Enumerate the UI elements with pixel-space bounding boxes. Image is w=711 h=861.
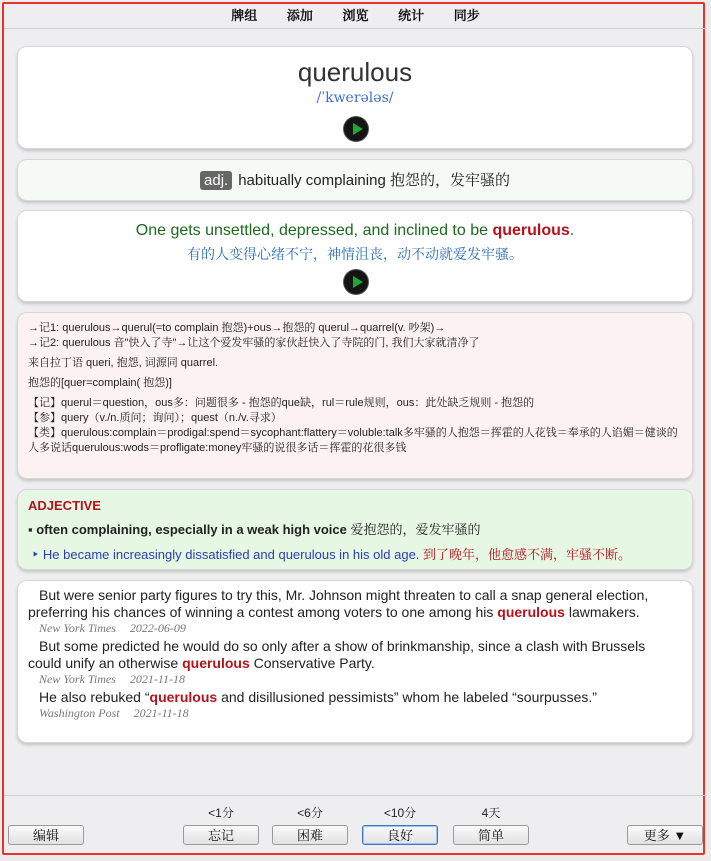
more-button[interactable]: 更多 ▼ [627,825,703,845]
headword: querulous [297,57,413,87]
news-date: 2021-11-18 [129,672,186,686]
top-menu [0,0,711,28]
news-source [39,706,682,721]
news-date: 2021-11-18 [133,706,189,720]
news-highlight: querulous [182,655,250,671]
news-source-name: New York Times [39,672,116,686]
etymology-line: →记2: querulous 音"快入了寺"→让这个爱发牢骚的家伙赶快入了寺院的门, 我们大家就清净了 [28,337,480,349]
dictionary-example: ‣ He became increasingly dissatisfied and querulous in his old age. 到了晚年，他愈感不满，牢骚不断。 [28,547,632,562]
example-text-end: . [569,222,575,239]
menu-add[interactable]: 添加 [286,8,313,23]
etymology-line: 【记】querul＝question，ous多：问题很多 - 抱怨的que缺，rul＝rule规则，ous：此处缺乏规则 - 抱怨的 [28,397,535,409]
etymology-card [17,312,693,479]
news-sentence [28,638,682,672]
interval-good: <10分 [383,806,417,820]
news-source [39,621,682,636]
news-text: He also rebuked “ [39,689,150,705]
word-card [17,46,693,149]
definition-card [17,159,693,201]
dictionary-example-english: He became increasingly dissatisfied and querulous in his old age. [42,547,420,562]
menu-decks[interactable]: 牌组 [231,8,258,23]
news-source-name: New York Times [39,621,116,635]
etymology-line: 【类】querulous:complain＝prodigal:spend＝sycophant:flattery＝voluble:talk多牢骚的人抱怨＝挥霍的人花钱＝奉承的人谄媚＝健谈的人多说话querulous:wods＝profligate:money牢骚的说很多话＝挥霍的花很多钱 [28,427,678,454]
news-card [17,580,693,743]
bottom-divider [4,795,707,796]
menu-sync[interactable]: 同步 [453,8,480,23]
sense-english: often complaining, especially in a weak high voice [36,522,347,537]
pos-label: ADJECTIVE [28,498,101,513]
example-card [17,210,693,302]
sense-chinese: 爱抱怨的，爱发牢骚的 [350,522,481,537]
etymology-line: 抱怨的[quer=complain( 抱怨)] [28,377,172,389]
interval-easy: 4天 [481,806,501,820]
example-text: One gets unsettled, depressed, and inclined to be [135,222,493,239]
example-english [18,222,692,240]
news-text-end: Conservative Party. [249,655,375,671]
dictionary-example-chinese: 到了晚年，他愈感不满，牢骚不断。 [423,547,632,562]
again-button[interactable]: 忘记 [183,825,259,845]
news-date: 2022-06-09 [129,621,186,635]
etymology-line: 【参】query（v./n.质问；询问）；quest（n./v.寻求） [28,412,282,424]
hard-button[interactable]: 困难 [272,825,348,845]
news-source-name: Washington Post [39,706,120,720]
news-sentence [28,689,682,706]
etymology-line: →记1: querulous→querul(=to complain 抱怨)+ous→抱怨的 querul→quarrel(v. 吵架)→ [28,322,446,334]
phonetic: /ˈkwerələs/ [316,90,394,106]
news-text: But were senior party figures to try this, Mr. Johnson might threaten to call a snap general election, preferring his chances of winning a contest among voters to one among his [28,587,649,620]
news-text-end: and disillusioned pessimists” whom he labeled “sourpusses.” [217,689,597,705]
news-text: But some predicted he would do so only after a show of brinkmanship, since a clash with Brussels could unify an otherwise [28,638,646,671]
news-sentence [28,587,682,621]
sense: ▪ often complaining, especially in a weak high voice 爱抱怨的，爱发牢骚的 [28,522,481,537]
menu-browse[interactable]: 浏览 [342,8,369,23]
news-text-end: lawmakers. [564,604,640,620]
top-divider [4,28,707,29]
news-source [39,672,682,687]
good-button[interactable]: 良好 [362,825,438,845]
interval-again: <1分 [208,806,234,820]
play-audio-icon[interactable] [344,270,368,294]
news-highlight: querulous [149,689,218,705]
example-chinese: 有的人变得心绪不宁，神情沮丧，动不动就爱发牢骚。 [187,246,523,262]
etymology-line: 来自拉丁语 queri, 抱怨, 词源同 quarrel. [28,357,219,369]
news-highlight: querulous [497,604,565,620]
interval-hard: <6分 [297,806,323,820]
example-highlight: querulous [492,222,570,239]
play-audio-icon[interactable] [344,117,368,141]
definition-text: habitually complaining 抱怨的，发牢骚的 [238,172,510,189]
part-of-speech-badge: adj. [200,171,232,190]
menu-stats[interactable]: 统计 [398,8,425,23]
dictionary-card [17,489,693,570]
edit-button[interactable]: 编辑 [8,825,84,845]
easy-button[interactable]: 简单 [453,825,529,845]
